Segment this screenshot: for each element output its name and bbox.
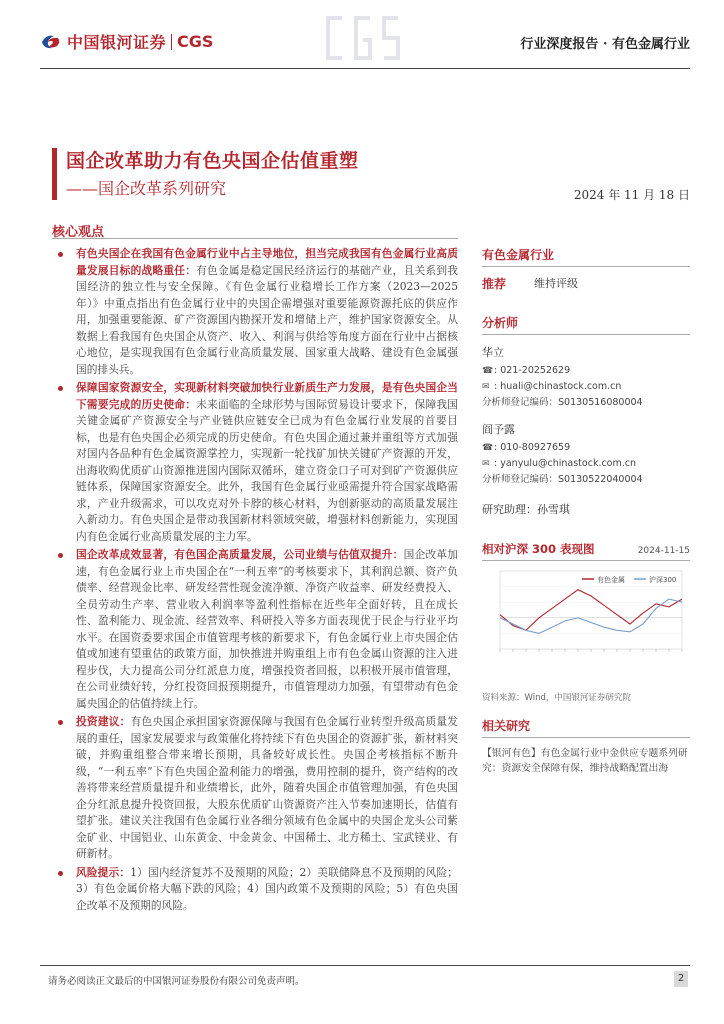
view-paragraph — [56, 865, 458, 915]
title-accent-bar — [52, 148, 57, 200]
industry-heading: 有色金属行业 — [482, 248, 555, 262]
view-highlight: 风险提示： — [76, 865, 131, 879]
header-divider — [40, 68, 690, 69]
view-text: 有色央国企承担国家资源保障与我国有色金属行业转型升级高质量发展的重任，国家发展要求与政策催化将持续下有色央国企的资源扩张，新材料突破，并购重组整合带来增长预期，具备较好成长性。央国企考核指标不断升级，“一利五率”下有色央国企盈利能力的增强，费用控制的提升，资产结构的改善将带来经营质量提升和业绩增长，此外，随着央国企市值管理加强，有色央国企分红派息提升投资回报，大股东优质矿山资源资产注入节奏加速期长，估值有望扩张。建议关注我国有色金属行业各细分领域有色金属中的央国企龙头公司紫金矿业、中国铝业、山东黄金、中金黄金、中国稀土、北方稀土、宝武镁业、有研新材。 — [76, 715, 458, 860]
view-paragraph — [56, 380, 458, 545]
report-subtitle: ——国企改革系列研究 — [66, 179, 227, 198]
page-number: 2 — [674, 971, 688, 987]
view-highlight: 投资建议： — [76, 715, 131, 728]
legend-label: 沪深300 — [649, 576, 677, 584]
analyst-name: 阎予露 — [482, 423, 515, 436]
analyst-email-row: ✉ : huali@chinastock.com.cn — [482, 379, 690, 395]
rating-row — [482, 275, 690, 292]
footer-disclaimer: 请务必阅读正文最后的中国银河证券股份有限公司免责声明。 — [48, 976, 305, 987]
sidebar-divider — [482, 560, 690, 561]
view-paragraph — [56, 547, 458, 712]
rating-value: 维持评级 — [534, 277, 578, 290]
view-text: 国企改革加速，有色金属行业上市央国企在“一利五率”的考核要求下，其利润总额、资产负债率、经营现金比率、研发经营性现金流净额、净资产收益率、研发经费投入、全员劳动生产率、营业收入利润率等盈利性指标在近些年全面好转，且在成长性、盈利能力、现金流、经营效率、科研投入等多方面表现优于民企与行业平均水平。在国资委要求国企市值管理考核的新要求下，有色金属行业上市央国企估值或加速有望重估的政策方面，加快推进并购重组上市有色金属山资源的注入进程步伐，大力提高公司分红派息力度，增强投资者回报，以积极开展市值管理，在公司业绩好转，分红投资回报预期提升，市值管理动力加强，有望带动有色金属央国企的估值持续上行。 — [76, 548, 458, 710]
bullet-icon — [58, 720, 63, 725]
cgs-logo-icon — [40, 33, 62, 51]
brand-name-cn: 中国银河证券 — [67, 33, 167, 52]
view-highlight: 有色央国企在我国有色金属行业中占主导地位，担当完成我国有色金属行业高质量发展目标的战略重任： — [76, 247, 458, 277]
report-title: 国企改革助力有色央国企估值重塑 — [66, 150, 359, 172]
chart-date: 2024-11-15 — [637, 546, 690, 556]
email-icon: ✉ — [482, 459, 490, 469]
analyst-cert: 分析师登记编码：S0130522040004 — [482, 474, 643, 485]
view-text: 1）国内经济复苏不及预期的风险；2）美联储降息不及预期的风险；3）有色金属价格大幅下跌的风险；4）国内政策不及预期的风险；5）有色央国企改革不及预期的风险。 — [76, 865, 458, 912]
analyst-email[interactable]: huali@chinastock.com.cn — [500, 381, 622, 392]
related-heading: 相关研究 — [482, 719, 531, 733]
bullet-icon — [58, 252, 63, 257]
page-header — [0, 0, 724, 82]
view-highlight: 国企改革成效显著，有色国企高质量发展，公司业绩与估值双提升： — [76, 548, 404, 561]
brand-logo — [40, 30, 213, 53]
view-paragraph — [56, 246, 458, 378]
chart-source: 资料来源：Wind，中国银河证券研究院 — [482, 693, 631, 703]
bullet-icon — [58, 553, 63, 558]
analyst-card — [482, 345, 690, 410]
core-views-body — [56, 246, 458, 916]
analyst-phone-row: ☎: 010-80927659 — [482, 440, 690, 456]
view-text: 未来面临的全球形势与国际贸易设计要求下，保障我国关键金属矿产资源安全与产业链供应链安全已成为有色金属行业发展的首要目标，也是有色央国企必须完成的历史使命。有色央国企通过兼并重组等方式加强对国内各品种有色金属资源掌控力，实现新一轮找矿加快关键矿产资源的开发，出海收购优质矿山资源推进国内国际双循环，建立资金口子可对到矿产资源供应链体系，保障国家资源安全。此外，我国有色金属行业亟需提升符合国家战略需求，产业升级需求，可以攻克对外卡脖的核心材料，为创新驱动的高质量发展注入新动力。有色央国企是带动我国新材料领域突破，增强材料创新能力，实现国内有色金属行业高质量发展的主力军。 — [76, 397, 458, 543]
brand-divider — [171, 34, 172, 50]
core-views-heading: 核心观点 — [52, 225, 105, 240]
brand-name-en: CGS — [177, 32, 214, 51]
analyst-phone: 010-80927659 — [500, 442, 571, 453]
chart-title: 相对沪深 300 表现图 — [482, 542, 595, 556]
bullet-icon — [58, 386, 63, 391]
phone-icon: ☎ — [482, 443, 494, 453]
analyst-cert: 分析师登记编码：S0130516080004 — [482, 397, 643, 408]
chart-header — [482, 541, 690, 557]
sidebar — [482, 246, 690, 776]
report-date: 2024 年 11 月 18 日 — [573, 188, 690, 202]
footer-divider — [40, 965, 690, 966]
analyst-name: 华立 — [482, 346, 504, 359]
sidebar-divider — [482, 334, 690, 335]
sidebar-divider — [482, 266, 690, 267]
related-research-item[interactable]: 【银河有色】有色金属行业中金供应专题系列研究：资源安全保障有保，维持战略配置出海 — [482, 748, 688, 774]
analyst-phone: 021-20252629 — [500, 365, 571, 376]
analyst-email[interactable]: yanyulu@chinastock.com.cn — [500, 458, 637, 469]
report-type: 行业深度报告 · 有色金属行业 — [520, 37, 690, 52]
analyst-email-row: ✉ : yanyulu@chinastock.com.cn — [482, 456, 690, 472]
analyst-phone-row: ☎: 021-20252629 — [482, 363, 690, 379]
view-paragraph — [56, 714, 458, 863]
analyst-card — [482, 422, 690, 487]
core-views-divider — [52, 238, 458, 239]
view-highlight: 保障国家资源安全，实现新材料突破加快行业新质生产力发展，是有色央国企当下需要完成的历史使命： — [76, 381, 458, 411]
sidebar-divider — [482, 737, 690, 738]
cgs-watermark — [318, 4, 406, 72]
view-text: 有色金属是稳定国民经济运行的基础产业，且关系到我国经济的独立性与安全保障。《有色金属行业稳增长工作方案（2023—2025 年）》中重点指出有色金属行业中的央国企需增强对重要能源资源托底的供应作用，加强重要能源、矿产资源国内勘探开发和增储上产，维护国家资源安全。从数据上看我国有色央国企从资产、收入、利润与供给等角度方面在行业中占据核心地位，是实现我国有色金属行业高质量发展、国家重大战略、建设有色金属强国的排头兵。 — [76, 263, 458, 376]
phone-icon: ☎ — [482, 366, 494, 376]
bullet-icon — [58, 871, 63, 876]
relative-performance-chart — [482, 563, 690, 685]
email-icon: ✉ — [482, 382, 490, 392]
analysts-heading: 分析师 — [482, 316, 519, 330]
legend-label: 有色金属 — [597, 576, 625, 584]
rating-label: 推荐 — [482, 277, 507, 291]
research-assistant: 研究助理：孙雪琪 — [482, 503, 570, 516]
